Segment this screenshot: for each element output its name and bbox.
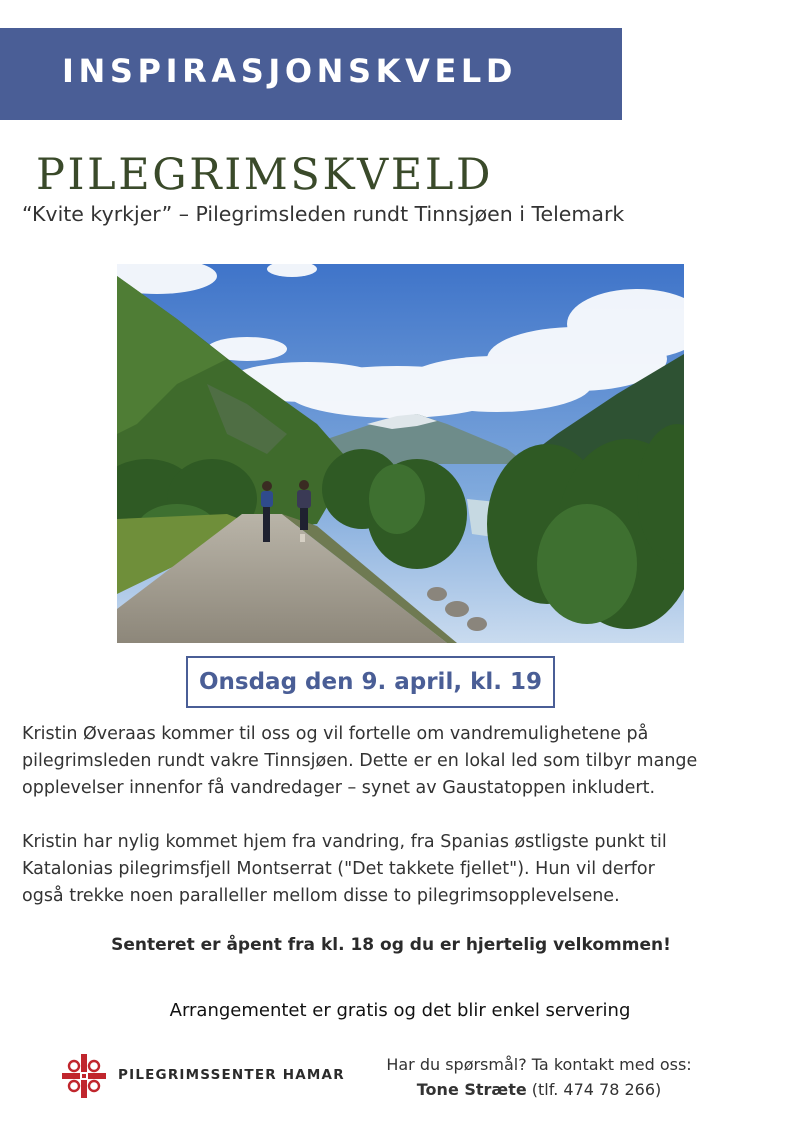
welcome-text: Senteret er åpent fra kl. 18 og du er hjertelig velkommen! xyxy=(111,935,671,955)
event-date-box xyxy=(186,656,555,708)
contact-name: Tone Stræte xyxy=(416,1080,527,1099)
banner-title: INSPIRASJONSKVELD xyxy=(62,52,518,90)
paragraph-line: opplevelser innenfor få vandredager – synet av Gaustatoppen inkludert. xyxy=(22,778,656,798)
description-paragraph-1 xyxy=(22,721,782,802)
paragraph-line: pilegrimsleden rundt vakre Tinnsjøen. Dette er en lokal led som tilbyr mange xyxy=(22,751,698,771)
paragraph-line: Katalonias pilegrimsfjell Montserrat ("Det takkete fjellet"). Hun vil derfor xyxy=(22,859,655,879)
description-paragraph-2 xyxy=(22,829,782,910)
contact-line: Har du spørsmål? Ta kontakt med oss: xyxy=(386,1055,692,1074)
pilgrim-cross-icon xyxy=(60,1052,108,1100)
paragraph-line: Kristin Øveraas kommer til oss og vil fortelle om vandremulighetene på xyxy=(22,724,649,744)
page-title: PILEGRIMSKVELD xyxy=(36,150,494,200)
contact-info xyxy=(374,1052,704,1102)
free-admission-text: Arrangementet er gratis og det blir enkel servering xyxy=(169,1000,631,1021)
paragraph-line: Kristin har nylig kommet hjem fra vandring, fra Spanias østligste punkt til xyxy=(22,832,667,852)
event-date: Onsdag den 9. april, kl. 19 xyxy=(198,669,543,695)
page-subtitle: “Kvite kyrkjer” – Pilegrimsleden rundt Tinnsjøen i Telemark xyxy=(22,202,625,226)
hero-photo xyxy=(117,264,684,643)
organization-name: PILEGRIMSSENTER HAMAR xyxy=(118,1067,345,1083)
paragraph-line: også trekke noen paralleller mellom disse to pilegrimsopplevelsene. xyxy=(22,886,620,906)
contact-details xyxy=(374,1077,704,1102)
contact-phone: (tlf. 474 78 266) xyxy=(531,1080,662,1099)
